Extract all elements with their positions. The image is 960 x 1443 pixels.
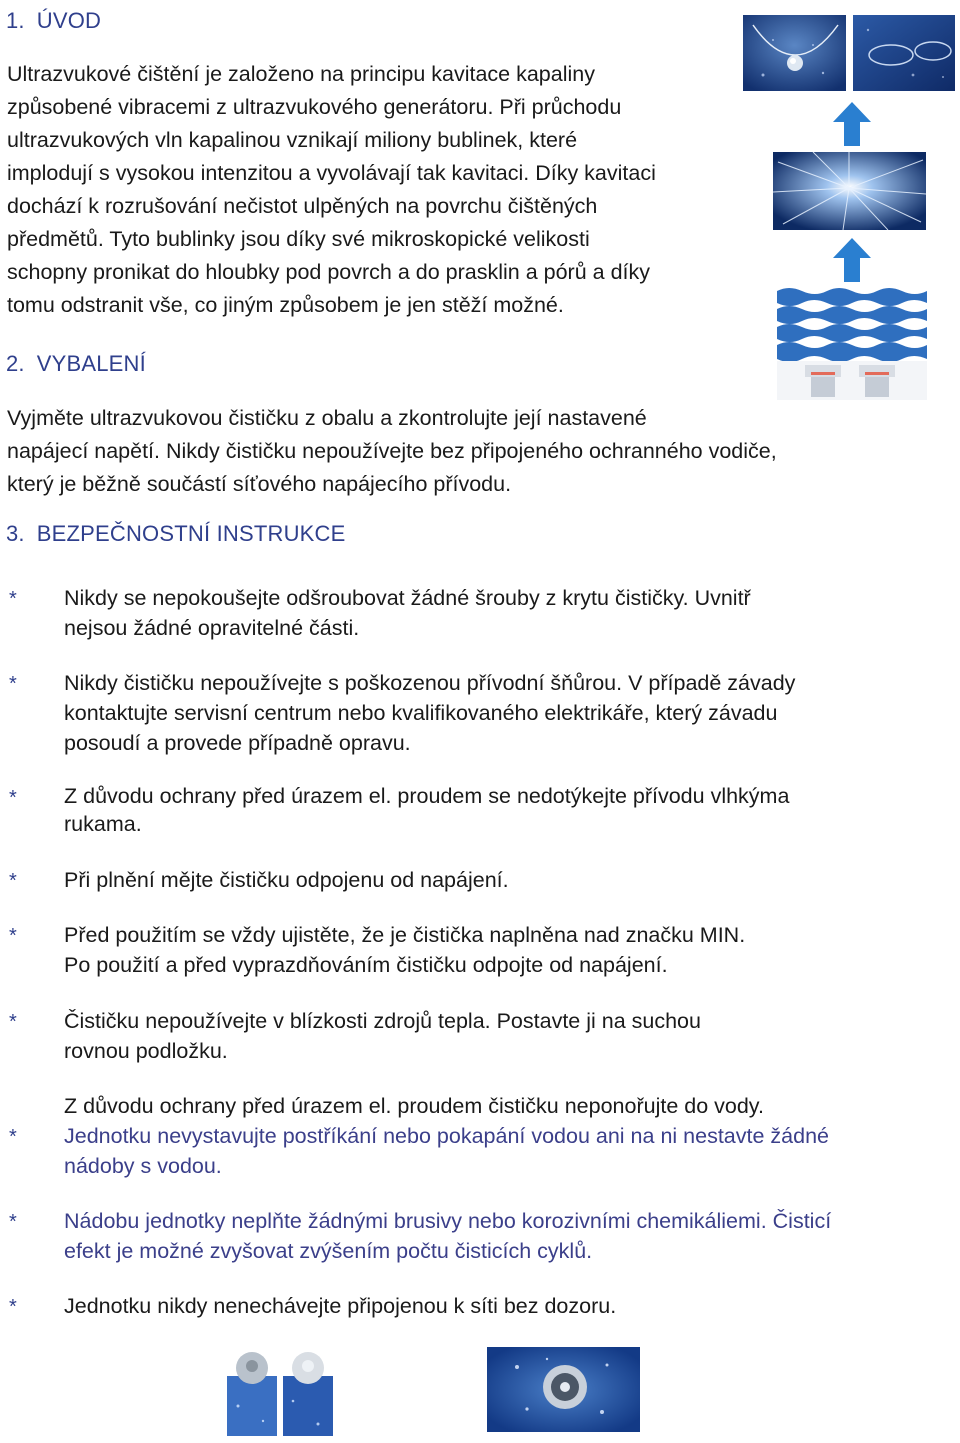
safety-item — [64, 865, 944, 895]
item-line: nejsou žádné opravitelné části. — [64, 616, 360, 640]
safety-item — [64, 1291, 944, 1321]
up-arrow-icon — [833, 238, 871, 282]
bullet-star: * — [9, 673, 17, 695]
text-line: který je běžně součástí síťového napájecího přívodu. — [7, 472, 512, 496]
cavitation-burst-image — [773, 152, 926, 230]
glasses-photo — [853, 15, 955, 91]
safety-item — [64, 920, 944, 980]
safety-item — [64, 782, 944, 838]
bullet-star: * — [9, 1211, 17, 1233]
section-3-heading — [6, 521, 346, 547]
section-2-number: 2. — [6, 351, 25, 376]
item-line: rovnou podložku. — [64, 1039, 228, 1063]
item-line: Jednotku nevystavujte postříkání nebo pokapání vodou ani na ni nestavte žádné — [64, 1124, 829, 1148]
text-line: tomu odstranit vše, co jiným způsobem je jen stěží možné. — [7, 293, 564, 317]
item-line: rukama. — [64, 812, 142, 836]
safety-item — [64, 1121, 944, 1181]
safety-item — [64, 1006, 944, 1066]
watch-cleaning-photo — [487, 1347, 640, 1432]
safety-standalone-line: Z důvodu ochrany před úrazem el. proudem čističku neponořujte do vody. — [64, 1094, 764, 1118]
item-line: nádoby s vodou. — [64, 1154, 222, 1178]
item-line: Po použití a před vyprazdňováním čističku odpojte od napájení. — [64, 953, 668, 977]
item-line: efekt je možné zvyšovat zvýšením počtu čisticích cyklů. — [64, 1239, 593, 1263]
item-line: Nádobu jednotky neplňte žádnými brusivy nebo korozivními chemikáliemi. Čisticí — [64, 1209, 832, 1233]
cleaning-before-after-photo — [223, 1346, 337, 1436]
text-line: předmětů. Tyto bublinky jsou díky své mikroskopické velikosti — [7, 227, 590, 251]
section-1-heading — [6, 8, 101, 34]
text-line: Vyjměte ultrazvukovou čističku z obalu a zkontrolujte její nastavené — [7, 406, 647, 430]
section-3-number: 3. — [6, 521, 25, 546]
bullet-star: * — [9, 1296, 17, 1318]
bullet-star: * — [9, 870, 17, 892]
section-2-heading — [6, 351, 146, 377]
item-line: posoudí a provede případně opravu. — [64, 731, 411, 755]
item-line: Nikdy se nepokoušejte odšroubovat žádné šrouby z krytu čističky. Uvnitř — [64, 586, 751, 610]
bullet-star: * — [9, 588, 17, 610]
text-line: dochází k rozrušování nečistot ulpěných na povrchu čištěných — [7, 194, 598, 218]
safety-item — [64, 583, 944, 643]
item-line: Před použitím se vždy ujistěte, že je čistička naplněna nad značku MIN. — [64, 923, 746, 947]
bullet-star: * — [9, 787, 17, 809]
item-line: Z důvodu ochrany před úrazem el. proudem se nedotýkejte přívodu vlhkýma — [64, 784, 790, 808]
bullet-star: * — [9, 925, 17, 947]
text-line: napájecí napětí. Nikdy čističku nepoužívejte bez připojeného ochranného vodiče, — [7, 439, 777, 463]
text-line: implodují s vysokou intenzitou a vyvolávají tak kavitaci. Díky kavitaci — [7, 161, 656, 185]
item-line: Při plnění mějte čističku odpojenu od napájení. — [64, 868, 509, 892]
item-line: Nikdy čističku nepoužívejte s poškozenou přívodní šňůrou. V případě závady — [64, 671, 796, 695]
text-line: Ultrazvukové čištění je založeno na principu kavitace kapaliny — [7, 62, 595, 86]
safety-item — [64, 1206, 944, 1266]
section-2-text — [7, 402, 907, 501]
item-line: Jednotku nikdy nenechávejte připojenou k síti bez dozoru. — [64, 1294, 617, 1318]
item-line: kontaktujte servisní centrum nebo kvalifikovaného elektrikáře, který závadu — [64, 701, 778, 725]
section-3-title: BEZPEČNOSTNÍ INSTRUKCE — [36, 521, 346, 546]
section-1-text — [7, 58, 747, 322]
bullet-star: * — [9, 1126, 17, 1148]
section-1-title: ÚVOD — [36, 8, 102, 33]
item-line: Čističku nepoužívejte v blízkosti zdrojů tepla. Postavte ji na suchou — [64, 1009, 701, 1033]
text-line: způsobené vibracemi z ultrazvukového generátoru. Při průchodu — [7, 95, 622, 119]
bullet-star: * — [9, 1011, 17, 1033]
text-line: ultrazvukových vln kapalinou vznikají miliony bublinek, které — [7, 128, 578, 152]
safety-item — [64, 668, 944, 758]
ultrasonic-waves-image — [777, 285, 927, 400]
necklace-photo — [743, 15, 846, 91]
text-line: schopny pronikat do hloubky pod povrch a do prasklin a pórů a díky — [7, 260, 651, 284]
up-arrow-icon — [833, 102, 871, 146]
section-1-number: 1. — [6, 8, 25, 33]
section-2-title: VYBALENÍ — [36, 351, 146, 376]
